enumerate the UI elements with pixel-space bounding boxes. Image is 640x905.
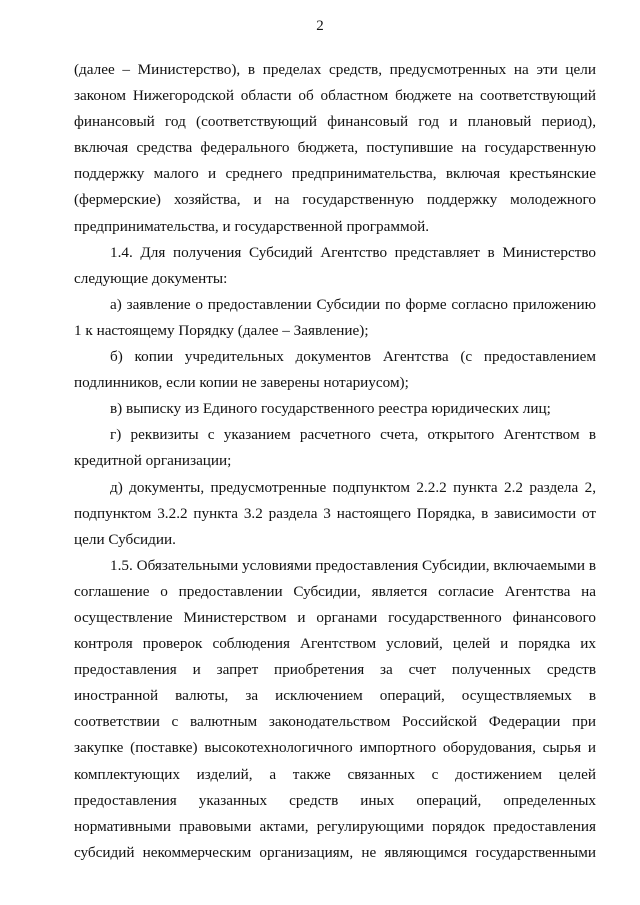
list-item-b: б) копии учредительных документов Агентства (с предоставлением подлинников, если копии не заверены нотариусом); [74, 348, 596, 392]
page-number: 2 [316, 18, 324, 34]
paragraph-continuation: (далее – Министерство), в пределах средств, предусмотренных на эти цели законом Нижегородской области об областном бюджете на соответствующий финансовый год (соответствующий финансовый год и плановый период), включая средства федерального бюджета, поступившие на государственную поддержку малого и среднего предпринимательства, включая крестьянские (фермерские) хозяйства, и на государственную поддержку молодежного предпринимательства, и государственной программой. [74, 61, 596, 235]
paragraph-1-4: 1.4. Для получения Субсидий Агентство представляет в Министерство следующие документы: [74, 243, 596, 287]
list-item-v: в) выписку из Единого государственного реестра юридических лиц; [110, 400, 551, 418]
list-item-g: г) реквизиты с указанием расчетного счета, открытого Агентством в кредитной организации; [74, 426, 596, 470]
paragraph-1-5: 1.5. Обязательными условиями предоставления Субсидии, включаемыми в соглашение о предоставлении Субсидии, является согласие Агентства на осуществление Министерством и органами государственного финансового контроля проверок соблюдения Агентством условий, целей и порядка их предоставления и запрет приобретения за счет полученных средств иностранной валюты, за исключением операций, осуществляемых в соответствии с валютным законодательством Российской Федерации при закупке (поставке) высокотехнологичного импортного оборудования, сырья и комплектующих изделий, а также связанных с достижением целей предоставления указанных средств иных операций, определенных нормативными правовыми актами, регулирующими порядок предоставления субсидий некоммерческим организациям, не являющимся государственными [74, 556, 596, 861]
list-item-a: а) заявление о предоставлении Субсидии по форме согласно приложению 1 к настоящему Порядку (далее – Заявление); [74, 295, 596, 339]
document-body [74, 57, 596, 866]
list-item-d: д) документы, предусмотренные подпунктом 2.2.2 пункта 2.2 раздела 2, подпунктом 3.2.2 пункта 3.2 раздела 3 настоящего Порядка, в зависимости от цели Субсидии. [74, 478, 596, 548]
